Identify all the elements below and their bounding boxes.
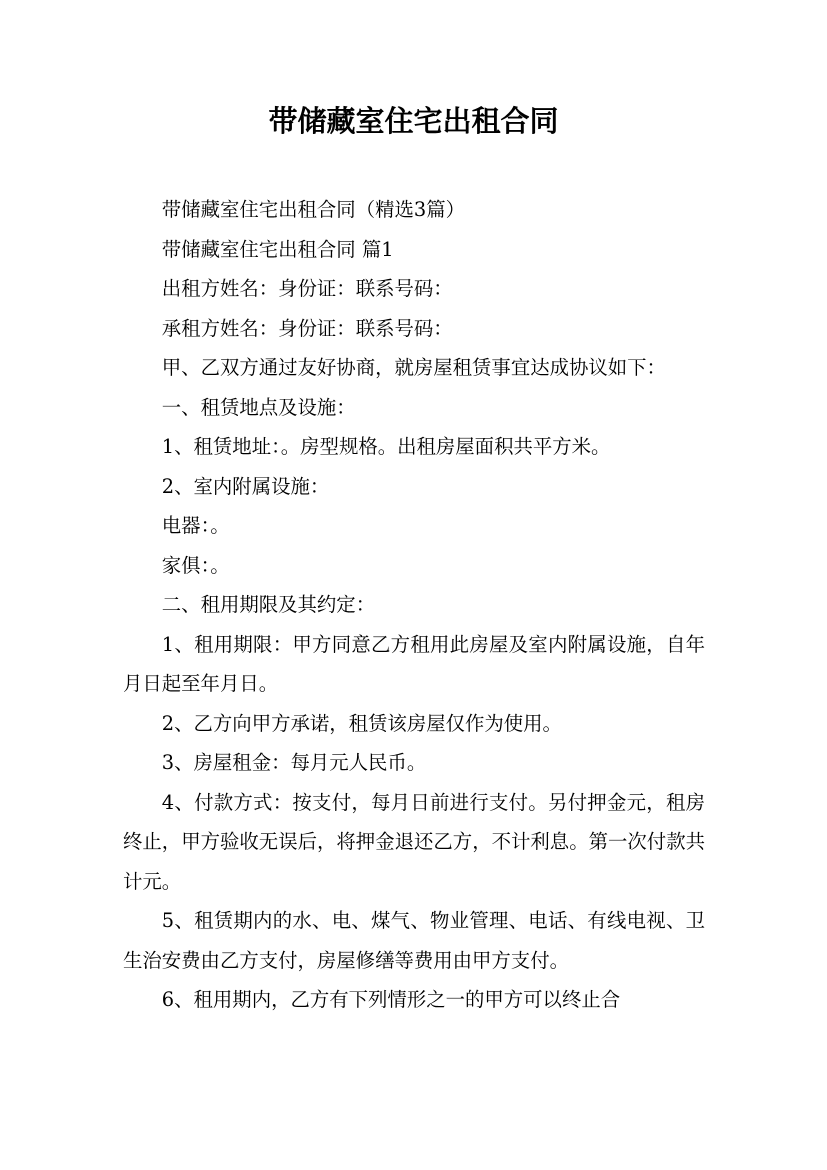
paragraph: 1、租用期限：甲方同意乙方租用此房屋及室内附属设施，自年月日起至年月日。 <box>123 632 705 695</box>
paragraph: 1、租赁地址：。房型规格。出租房屋面积共平方米。 <box>161 435 611 458</box>
paragraph: 带储藏室住宅出租合同（精选3篇） <box>161 198 465 221</box>
paragraph: 2、乙方向甲方承诺，租赁该房屋仅作为使用。 <box>161 711 562 735</box>
paragraph: 出租方姓名：身份证：联系号码： <box>161 277 453 300</box>
paragraph: 家俱：。 <box>161 553 230 577</box>
paragraph: 2、室内附属设施： <box>161 474 330 498</box>
paragraph: 5、租赁期内的水、电、煤气、物业管理、电话、有线电视、卫生治安费由乙方支付，房屋修缮等费用由甲方支付。 <box>123 909 705 972</box>
paragraph: 6、租用期内，乙方有下列情形之一的甲方可以终止合 <box>161 988 621 1011</box>
paragraph: 电器：。 <box>161 514 230 537</box>
paragraph: 3、房屋租金：每月元人民币。 <box>161 751 427 774</box>
paragraph: 承租方姓名：身份证：联系号码： <box>161 316 453 340</box>
paragraph: 4、付款方式：按支付，每月日前进行支付。另付押金元，租房终止，甲方验收无误后，将押金退还乙方，不计利息。第一次付款共计元。 <box>123 790 705 893</box>
document-body <box>123 190 705 1020</box>
paragraph: 一、租赁地点及设施： <box>161 395 356 419</box>
paragraph: 甲、乙双方通过友好协商，就房屋租赁事宜达成协议如下： <box>161 356 666 379</box>
paragraph: 带储藏室住宅出租合同 篇1 <box>161 237 394 261</box>
document-title: 带储藏室住宅出租合同 <box>268 104 559 138</box>
paragraph: 二、租用期限及其约定： <box>161 593 376 616</box>
